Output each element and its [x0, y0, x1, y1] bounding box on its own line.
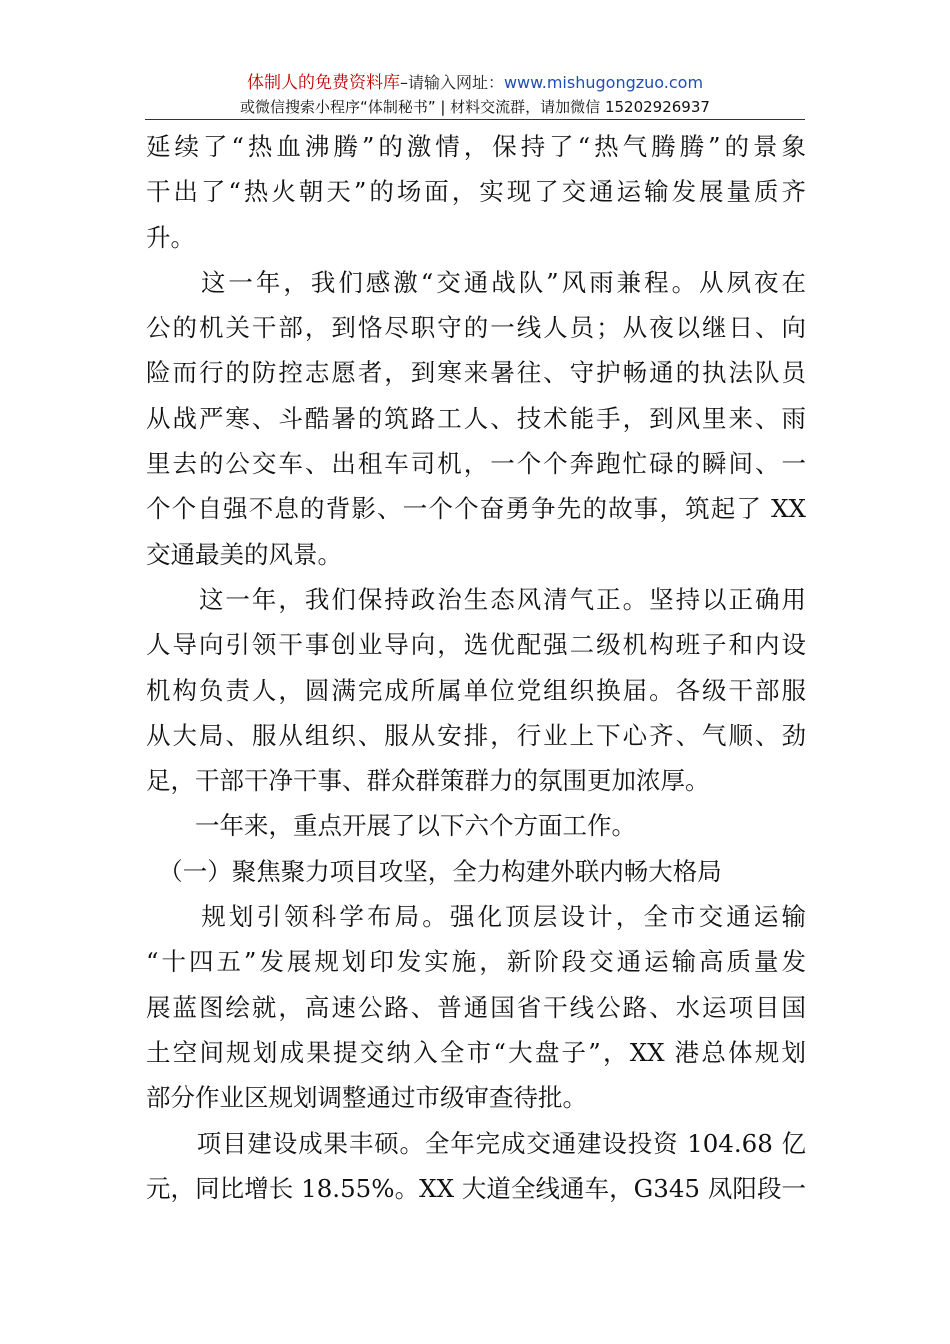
text-line: 一年来，重点开展了以下六个方面工作。 [146, 811, 636, 841]
text-line: 交通最美的风景。 [146, 539, 342, 569]
text-line: 里去的公交车、出租车司机，一个个奔跑忙碌的瞬间、一 [146, 449, 806, 479]
text-line: 项目建设成果丰硕。全年完成交通建设投资 104.68 亿 [146, 1128, 806, 1158]
header-divider [145, 119, 805, 120]
header-brand: 体制人的免费资料库 [246, 73, 400, 93]
page-header [0, 72, 950, 118]
text-line: 延续了“热血沸腾”的激情，保持了“热气腾腾”的景象 [146, 132, 806, 161]
text-line: 机构负责人，圆满完成所属单位党组织换届。各级干部服 [146, 675, 806, 705]
header-line-2: 或微信搜索小程序“体制秘书” | 材料交流群，请加微信 15202926937 [240, 98, 710, 116]
text-line: 土空间规划成果提交纳入全市“大盘子”，XX 港总体规划 [146, 1037, 806, 1067]
text-line: 足，干部干净干事、群众群策群力的氛围更加浓厚。 [146, 766, 710, 796]
text-line: 这一年，我们感激“交通战队”风雨兼程。从夙夜在 [146, 267, 806, 297]
document-body [146, 124, 806, 1211]
text-line: “十四五”发展规划印发实施，新阶段交通运输高质量发 [146, 947, 806, 977]
text-line: 升。 [146, 222, 195, 252]
header-line-1 [0, 72, 950, 94]
text-line: 展蓝图绘就，高速公路、普通国省干线公路、水运项目国 [146, 992, 806, 1022]
text-line: 干出了“热火朝天”的场面，实现了交通运输发展量质齐 [146, 177, 806, 207]
header-url-link[interactable]: www.mishugongzuo.com [503, 73, 704, 92]
text-line: 从大局、服从组织、服从安排，行业上下心齐、气顺、劲 [146, 720, 806, 750]
text-line: 公的机关干部，到恪尽职守的一线人员；从夜以继日、向 [146, 313, 806, 343]
text-line: 人导向引领干事创业导向，选优配强二级机构班子和内设 [146, 630, 806, 660]
header-prompt: –请输入网址： [399, 73, 504, 92]
text-line: 个个自强不息的背影、一个个奋勇争先的故事，筑起了 XX [146, 494, 806, 524]
text-line: 这一年，我们保持政治生态风清气正。坚持以正确用 [146, 584, 806, 614]
section-heading: （一）聚焦聚力项目攻坚，全力构建外联内畅大格局 [146, 856, 722, 886]
text-line: 险而行的防控志愿者，到寒来暑往、守护畅通的执法队员 [146, 358, 806, 388]
text-line: 部分作业区规划调整通过市级审查待批。 [146, 1083, 587, 1113]
text-line: 元，同比增长 18.55%。XX 大道全线通车，G345 凤阳段一 [146, 1173, 806, 1203]
text-line: 规划引领科学布局。强化顶层设计，全市交通运输 [146, 902, 806, 932]
text-line: 从战严寒、斗酷暑的筑路工人、技术能手，到风里来、雨 [146, 403, 806, 433]
